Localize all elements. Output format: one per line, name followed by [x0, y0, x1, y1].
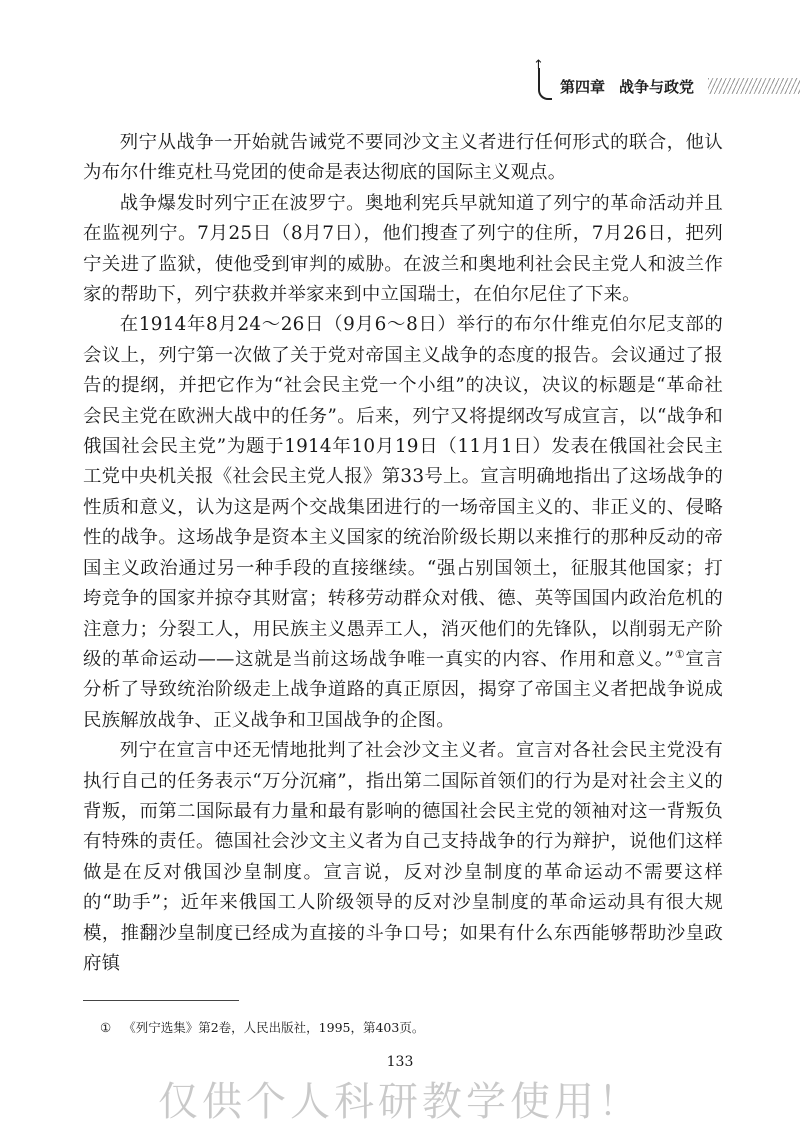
paragraph-3 [83, 310, 723, 736]
page-number: 133 [386, 1054, 414, 1070]
arrow-up-icon: ↑ [533, 58, 544, 73]
header-hatch-decoration [708, 78, 800, 94]
chapter-heading [560, 76, 694, 97]
paragraph-2: 战争爆发时列宁正在波罗宁。奥地利宪兵早就知道了列宁的革命活动并且在监视列宁。7月25日（8月7日），他们搜查了列宁的住所，7月26日，把列宁关进了监狱，使他受到审判的威胁。在波兰和奥地利社会民主党人和波兰作家的帮助下，列宁获救并举家来到中立国瑞士，在伯尔尼住了下来。 [83, 192, 723, 306]
footnote-text: 《列宁选集》第2卷，人民出版社，1995，第403页。 [123, 1020, 425, 1035]
running-header [533, 58, 800, 102]
header-bracket [538, 68, 552, 100]
main-text [83, 128, 723, 979]
footnote [100, 1018, 424, 1036]
footnote-divider [83, 1000, 239, 1001]
footnote-reference[interactable]: ① [674, 647, 686, 661]
chapter-title: 战争与政党 [619, 78, 695, 96]
footnote-mark: ① [100, 1020, 112, 1035]
paragraph-4: 列宁在宣言中还无情地批判了社会沙文主义者。宣言对各社会民主党没有执行自己的任务表示“万分沉痛”，指出第二国际首领们的行为是对社会主义的背叛，而第二国际最有力量和最有影响的德国社会民主党的领袖对这一背叛负有特殊的责任。德国社会沙文主义者为自己支持战争的行为辩护，说他们这样做是在反对俄国沙皇制度。宣言说，反对沙皇制度的革命运动不需要这样的“助手”；近年来俄国工人阶级领导的反对沙皇制度的革命运动具有很大规模，推翻沙皇制度已经成为直接的斗争口号；如果有什么东西能够帮助沙皇政府镇 [83, 740, 723, 974]
paragraph-3-text: 在1914年8月24～26日（9月6～8日）举行的布尔什维克伯尔尼支部的会议上，列宁第一次做了关于党对帝国主义战争的态度的报告。会议通过了报告的提纲，并把它作为“社会民主党一个小组”的决议，决议的标题是“革命社会民主党在欧洲大战中的任务”。后来，列宁又将提纲改写成宣言，以“战争和俄国社会民主党”为题于1914年10月19日（11月1日）发表在俄国社会民主工党中央机关报《社会民主党人报》第33号上。宣言明确地指出了这场战争的性质和意义，认为这是两个交战集团进行的一场帝国主义的、非正义的、侵略性的战争。这场战争是资本主义国家的统治阶级长期以来推行的那种反动的帝国主义政治通过另一种手段的直接继续。“强占别国领土，征服其他国家；打垮竞争的国家并掠夺其财富；转移劳动群众对俄、德、英等国国内政治危机的注意力；分裂工人，用民族主义愚弄工人，消灭他们的先锋队，以削弱无产阶级的革命运动——这就是当前这场战争唯一真实的内容、作用和意义。” [83, 314, 723, 670]
paragraph-3-continuation: 宣言分析了导致统治阶级走上战争道路的真正原因，揭穿了帝国主义者把战争说成民族解放战争、正义战争和卫国战争的企图。 [83, 648, 724, 731]
chapter-number: 第四章 [560, 78, 606, 96]
paragraph-1: 列宁从战争一开始就告诫党不要同沙文主义者进行任何形式的联合，他认为布尔什维克杜马党团的使命是表达彻底的国际主义观点。 [83, 132, 723, 184]
watermark: 仅供个人科研教学使用！ [158, 1079, 642, 1125]
